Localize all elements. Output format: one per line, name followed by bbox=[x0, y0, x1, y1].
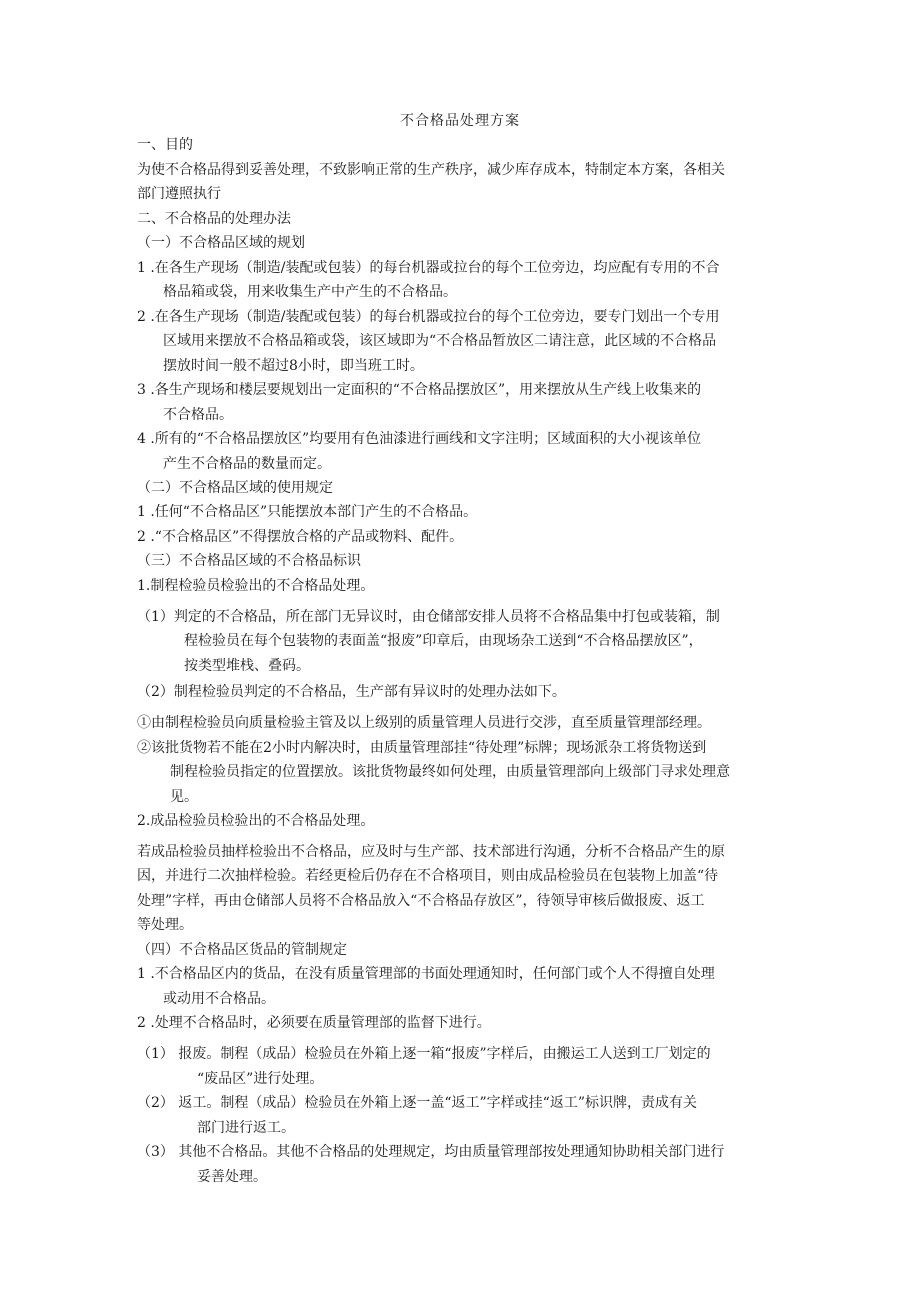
list-item-line: 程检验员在每个包装物的表面盖“报废”印章后，由现场杂工送到“不合格品摆放区”， bbox=[184, 633, 703, 649]
list-item-line: 见。 bbox=[170, 789, 198, 805]
list-item-line: 3 .各生产现场和楼层要规划出一定面积的“不合格品摆放区”，用来摆放从生产线上收集来的 bbox=[137, 382, 702, 398]
section-heading: 二、不合格品的处理办法 bbox=[137, 211, 291, 227]
list-item-line: 4 .所有的“不合格品摆放区”均要用有色油漆进行画线和文字注明；区域面积的大小视该单位 bbox=[137, 431, 702, 447]
list-item-line: （3） 其他不合格品。其他不合格品的处理规定，均由质量管理部按处理通知协助相关部门进行 bbox=[137, 1144, 725, 1160]
paragraph-line: 部门遵照执行 bbox=[137, 186, 221, 202]
list-item-line: ②该批货物若不能在2小时内解决时，由质量管理部挂“待处理”标牌；现场派杂工将货物送到 bbox=[137, 740, 707, 756]
paragraph-line: 2.成品检验员检验出的不合格品处理。 bbox=[137, 813, 375, 829]
list-item-line: 格品箱或袋，用来收集生产中产生的不合格品。 bbox=[163, 284, 457, 300]
list-item-line: 2 .在各生产现场（制造/装配或包装）的每台机器或拉台的每个工位旁边，要专门划出一个专用 bbox=[137, 309, 720, 325]
list-item-line: 1 .任何“不合格品区”只能摆放本部门产生的不合格品。 bbox=[137, 504, 478, 520]
list-item-line: 制程检验员指定的位置摆放。该批货物最终如何处理，由质量管理部向上级部门寻求处理意 bbox=[170, 764, 730, 780]
list-item-line: 部门进行返工。 bbox=[197, 1120, 295, 1136]
list-item-line: ①由制程检验员向质量检验主管及以上级别的质量管理人员进行交涉，直至质量管理部经理。 bbox=[137, 715, 711, 731]
list-item-line: “废品区”进行处理。 bbox=[197, 1071, 324, 1087]
list-item-line: 1 .在各生产现场（制造/装配或包装）的每台机器或拉台的每个工位旁边，均应配有专用的不合 bbox=[137, 260, 720, 276]
subsection-heading: （一）不合格品区域的规划 bbox=[137, 235, 305, 251]
list-item-line: 1 .不合格品区内的货品，在没有质量管理部的书面处理通知时，任何部门或个人不得擅自处理 bbox=[137, 966, 715, 982]
paragraph-line: 若成品检验员抽样检验出不合格品，应及时与生产部、技术部进行沟通，分析不合格品产生的原 bbox=[137, 844, 725, 860]
paragraph-line: 1.制程检验员检验出的不合格品处理。 bbox=[137, 578, 375, 594]
list-item-line: 摆放时间一般不超过8小时，即当班工时。 bbox=[163, 358, 424, 374]
list-item-line: 2 .“不合格品区”不得摆放合格的产品或物料、配件。 bbox=[137, 529, 464, 545]
list-item-line: 按类型堆栈、叠码。 bbox=[184, 658, 310, 674]
subsection-heading: （四）不合格品区货品的管制规定 bbox=[137, 942, 347, 958]
list-item-line: （1） 报废。制程（成品）检验员在外箱上逐一箱“报废”字样后，由搬运工人送到工厂划定的 bbox=[137, 1046, 711, 1062]
list-item-line: 2 .处理不合格品时，必须要在质量管理部的监督下进行。 bbox=[137, 1015, 491, 1031]
section-heading: 一、目的 bbox=[137, 137, 193, 153]
list-item-line: 或动用不合格品。 bbox=[163, 991, 275, 1007]
list-item-line: （2）制程检验员判定的不合格品，生产部有异议时的处理办法如下。 bbox=[137, 684, 566, 700]
list-item-line: 区域用来摆放不合格品箱或袋，该区域即为“不合格品暂放区二请注意，此区域的不合格品 bbox=[163, 333, 717, 349]
paragraph-line: 为使不合格品得到妥善处理，不致影响正常的生产秩序，减少库存成本，特制定本方案，各相关 bbox=[137, 162, 725, 178]
paragraph-line: 等处理。 bbox=[137, 917, 193, 933]
list-item-line: 妥善处理。 bbox=[197, 1169, 267, 1185]
list-item-line: （2） 返工。制程（成品）检验员在外箱上逐一盖“返工”字样或挂“返工”标识牌，责成有关 bbox=[137, 1095, 697, 1111]
subsection-heading: （二）不合格品区域的使用规定 bbox=[137, 480, 333, 496]
list-item-line: （1）判定的不合格品，所在部门无异议时，由仓储部安排人员将不合格品集中打包或装箱，制 bbox=[137, 609, 720, 625]
document-title: 不合格品处理方案 bbox=[400, 113, 520, 129]
list-item-line: 产生不合格品的数量而定。 bbox=[163, 456, 331, 472]
paragraph-line: 因，并进行二次抽样检验。若经更检后仍存在不合格项目，则由成品检验员在包装物上加盖“待 bbox=[137, 868, 719, 884]
list-item-line: 不合格品。 bbox=[163, 407, 233, 423]
paragraph-line: 处理”字样，再由仓储部人员将不合格品放入“不合格品存放区”，待领导审核后做报废、返工 bbox=[137, 893, 705, 909]
subsection-heading: （三）不合格品区域的不合格品标识 bbox=[137, 553, 361, 569]
